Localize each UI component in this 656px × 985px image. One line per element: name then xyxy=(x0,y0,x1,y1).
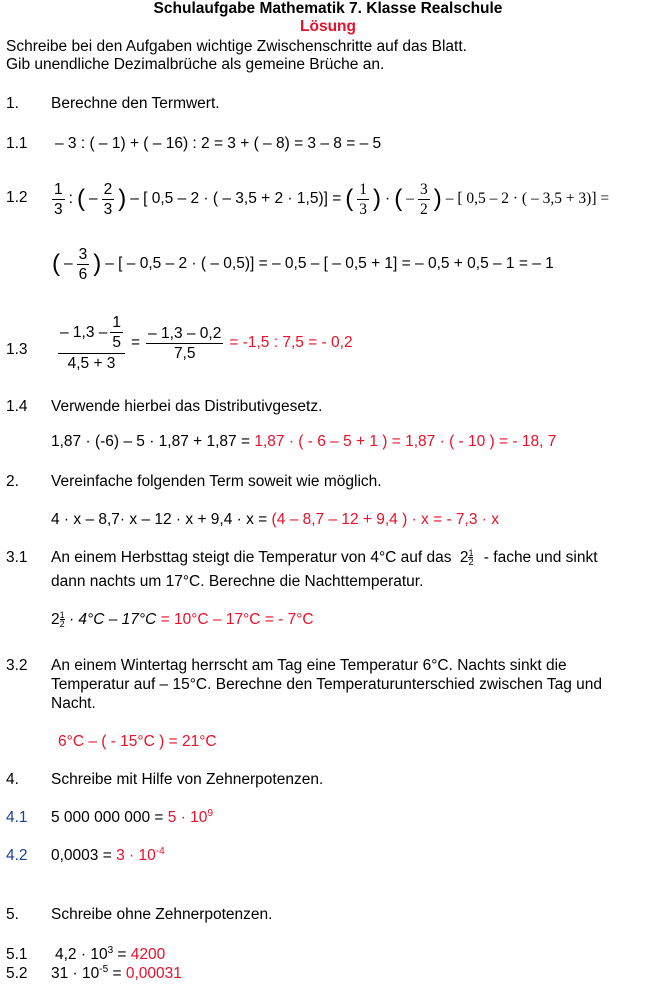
task-3-2-line-1: An einem Wintertag herrscht am Tag eine Temperatur 6°C. Nachts sinkt die xyxy=(51,657,567,674)
page-subtitle: Lösung xyxy=(300,18,356,35)
task-1-3-result: = -1,5 : 7,5 = - 0,2 xyxy=(229,334,353,351)
task-1-4-text: Verwende hierbei das Distributivgesetz. xyxy=(51,398,323,415)
task-5-1-equation: $4,2 \cdot 10^3 = 4200$ xyxy=(55,945,166,963)
task-1-4-equation xyxy=(51,433,556,451)
task-3-2-number: 3.2 xyxy=(6,657,28,674)
task-3-2-line-3: Nacht. xyxy=(51,695,96,712)
mixed-number: 2 $\frac{1}{2}$ xyxy=(51,610,65,630)
dot-sign: · xyxy=(385,190,391,207)
page-title: Schulaufgabe Mathematik 7. Klasse Realschule xyxy=(153,0,503,17)
task-1-2-part-2: – [ 0,5 – 2 · ( – 3,5 + 3)] = xyxy=(445,190,610,207)
task-2-solution: (4 – 8,7 – 12 + 9,4 ) · x = - 7,3 · x xyxy=(267,511,500,528)
task-3-1-number: 3.1 xyxy=(6,549,28,566)
task-3-2-line-2: Temperatur auf – 15°C. Berechne den Temperaturunterschied zwischen Tag und xyxy=(51,676,603,693)
task-5-number: 5. xyxy=(6,906,19,923)
fraction-1-5: $\frac{1}{5}$ xyxy=(112,314,122,351)
task-2-given: 4 · x – 8,7· x – 12 · x + 9,4 · x = xyxy=(51,511,268,528)
instruction-line-2: Gib unendliche Dezimalbrüche als gemeine Brüche an. xyxy=(6,56,385,73)
paren-close: ) xyxy=(118,185,127,212)
task-2-equation xyxy=(51,511,499,529)
minus-sign: – xyxy=(406,190,414,207)
task-1-2-line-1 xyxy=(52,175,609,223)
task-5-text: Schreibe ohne Zehnerpotenzen. xyxy=(51,906,273,923)
task-5-2-equation: $31 \cdot 10^{-5} = 0,00031$ xyxy=(51,964,182,982)
task-4-text: Schreibe mit Hilfe von Zehnerpotenzen. xyxy=(51,771,324,788)
task-1-1-number: 1.1 xyxy=(6,135,28,152)
task-1-text: Berechne den Termwert. xyxy=(51,95,220,112)
task-4-1-number: 4.1 xyxy=(6,809,28,826)
task-3-1-solution: = 10°C – 17°C = - 7°C xyxy=(160,611,314,628)
task-1-2-number: 1.2 xyxy=(6,189,28,206)
colon-sign: : xyxy=(68,190,73,207)
fraction-1-3: $\frac{1}{3}$ xyxy=(54,180,63,218)
task-3-1-equation xyxy=(51,611,314,629)
task-5-2-number: 5.2 xyxy=(6,965,28,982)
task-2-number: 2. xyxy=(6,473,19,490)
minus-sign: – xyxy=(64,255,73,272)
fraction-1-3-serif: $\frac{1}{3}$ xyxy=(359,180,368,218)
task-1-4-number: 1.4 xyxy=(6,398,28,415)
paren-close: ) xyxy=(93,250,102,277)
paren-open: ( xyxy=(394,185,403,212)
task-4-number: 4. xyxy=(6,771,19,788)
fraction-2-3: $\frac{2}{3}$ xyxy=(103,180,113,218)
task-4-1-equation: 5 000 000 $000 = 5 \cdot 10^9$ xyxy=(51,808,213,826)
task-3-1-given: · 4°C – 17°C xyxy=(68,611,157,628)
task-4-2-equation: $0,0003 = 3 \cdot 10^{-4}$ xyxy=(51,846,165,864)
minus-sign: – xyxy=(88,190,98,207)
instruction-line-1: Schreibe bei den Aufgaben wichtige Zwischenschritte auf das Blatt. xyxy=(6,38,467,55)
task-1-3-expression xyxy=(58,308,353,378)
task-3-1-line-1: An einem Herbsttag steigt die Temperatur von 4°C auf das 2 $\frac{1}{2}$ - fache und sinkt xyxy=(51,548,598,568)
task-1-1-expression: – 3 : ( – 1) + ( – 16) : 2 = 3 + ( – 8) = 3 – 8 = – 5 xyxy=(55,135,382,152)
task-1-2-part-3: – [ – 0,5 – 2 · ( – 0,5)] = – 0,5 – [ – 0,5 + 1] = – 0,5 + 0,5 – 1 = – 1 xyxy=(105,255,554,272)
paren-open: ( xyxy=(76,185,85,212)
task-3-1-line-2: dann nachts um 17°C. Berechne die Nachttemperatur. xyxy=(51,573,424,590)
paren-open: ( xyxy=(345,185,354,212)
task-1-4-solution: 1,87 · ( - 6 – 5 + 1 ) = 1,87 · ( - 10 ) = - 18, 7 xyxy=(250,433,557,450)
task-1-3-number: 1.3 xyxy=(6,341,28,358)
task-4-2-number: 4.2 xyxy=(6,847,28,864)
task-5-1-number: 5.1 xyxy=(6,946,28,963)
complex-fraction: – 1,3 – $\frac{1}{5}$ 4,5 + 3 xyxy=(58,313,125,373)
task-1-2-part-1: – [ 0,5 – 2 · ( – 3,5 + 2 · 1,5)] = xyxy=(130,190,342,207)
task-3-2-solution: 6°C – ( - 15°C ) = 21°C xyxy=(58,733,217,750)
task-1-2-line-2 xyxy=(52,240,554,288)
paren-close: ) xyxy=(433,185,442,212)
fraction-mid: $\frac{- 1,3 - 0,2}{7,5}$ xyxy=(148,324,222,362)
fraction-3-2: $\frac{3}{2}$ xyxy=(419,180,428,218)
paren-close: ) xyxy=(373,185,382,212)
task-1-number: 1. xyxy=(6,95,19,112)
mixed-number: 2 $\frac{1}{2}$ xyxy=(459,548,474,568)
paren-open: ( xyxy=(52,250,60,277)
task-2-text: Vereinfache folgenden Term soweit wie möglich. xyxy=(51,473,382,490)
task-1-4-given: 1,87 · (-6) – 5 · 1,87 + 1,87 = xyxy=(51,433,251,450)
equals-sign: = xyxy=(131,334,141,351)
fraction-3-6: $\frac{3}{6}$ xyxy=(78,245,88,283)
